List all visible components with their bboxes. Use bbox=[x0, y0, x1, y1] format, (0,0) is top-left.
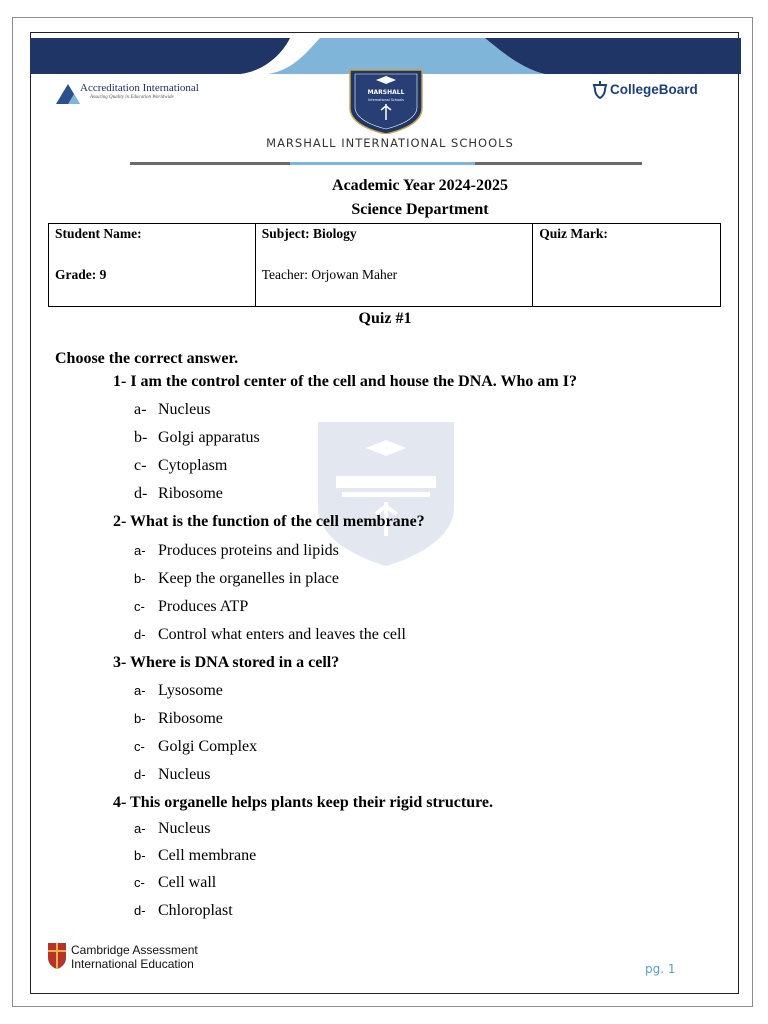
option-text: Nucleus bbox=[158, 766, 211, 783]
option-text: Produces ATP bbox=[158, 598, 249, 615]
option-text: Cell wall bbox=[158, 874, 217, 891]
crest-text-international: International Schools bbox=[368, 98, 404, 102]
question-2-option-c bbox=[134, 598, 248, 616]
accreditation-tagline: Assuring Quality in Education Worldwide bbox=[90, 95, 174, 100]
option-letter: b- bbox=[134, 848, 146, 863]
page-number: pg. 1 bbox=[645, 962, 676, 976]
collegeboard-acorn-icon bbox=[592, 81, 608, 99]
question-3-option-c bbox=[134, 738, 257, 756]
subject-info-cell bbox=[255, 224, 533, 307]
option-letter: c- bbox=[134, 875, 145, 890]
cambridge-line-2: International Education bbox=[71, 957, 194, 971]
option-text: Nucleus bbox=[158, 401, 211, 418]
cambridge-shield-icon bbox=[47, 942, 67, 970]
option-text: Control what enters and leaves the cell bbox=[158, 626, 406, 643]
question-2-option-a bbox=[134, 542, 339, 560]
option-text: Cell membrane bbox=[158, 847, 257, 864]
option-text: Lysosome bbox=[158, 682, 223, 699]
option-letter: c- bbox=[134, 599, 145, 614]
question-2-option-d bbox=[134, 626, 406, 644]
option-letter: d- bbox=[134, 485, 148, 502]
question-1-option-b bbox=[134, 429, 260, 447]
question-2-option-b bbox=[134, 570, 339, 588]
crest-text-marshall: MARSHALL bbox=[367, 89, 405, 96]
option-letter: b- bbox=[134, 711, 146, 726]
cambridge-text bbox=[71, 943, 198, 971]
option-text: Chloroplast bbox=[158, 902, 233, 919]
question-4-option-d bbox=[134, 902, 233, 920]
grade-label: Grade: 9 bbox=[55, 267, 107, 282]
question-3-option-b bbox=[134, 710, 223, 728]
option-letter: a- bbox=[134, 401, 147, 418]
option-text: Cytoplasm bbox=[158, 457, 228, 474]
subject-label: Subject: Biology bbox=[261, 226, 357, 241]
question-3: 3- Where is DNA stored in a cell? bbox=[113, 654, 340, 671]
question-1-option-d bbox=[134, 485, 223, 503]
option-letter: a- bbox=[134, 683, 146, 698]
collegeboard-name: CollegeBoard bbox=[610, 82, 698, 97]
student-info-table bbox=[48, 223, 721, 307]
quiz-mark-label: Quiz Mark: bbox=[539, 226, 608, 241]
option-text: Golgi apparatus bbox=[158, 429, 260, 446]
option-text: Golgi Complex bbox=[158, 738, 258, 755]
question-4-option-a bbox=[134, 820, 210, 838]
collegeboard-logo bbox=[592, 80, 722, 102]
option-letter: a- bbox=[134, 543, 146, 558]
question-3-option-d bbox=[134, 766, 210, 784]
academic-year-title: Academic Year 2024-2025 bbox=[332, 177, 508, 194]
department-title: Science Department bbox=[351, 201, 489, 218]
quiz-title: Quiz #1 bbox=[358, 310, 412, 327]
option-letter: a- bbox=[134, 821, 146, 836]
quiz-mark-cell bbox=[533, 224, 721, 307]
option-letter: d- bbox=[134, 903, 146, 918]
marshall-crest-logo bbox=[346, 68, 426, 134]
cambridge-line-1: Cambridge Assessment bbox=[71, 943, 198, 957]
question-3-option-a bbox=[134, 682, 223, 700]
question-1-option-a bbox=[134, 401, 210, 419]
question-2: 2- What is the function of the cell membrane? bbox=[113, 513, 425, 530]
option-letter: d- bbox=[134, 767, 146, 782]
quiz-instruction: Choose the correct answer. bbox=[55, 350, 239, 367]
student-info-cell bbox=[49, 224, 256, 307]
accreditation-international-logo bbox=[54, 80, 224, 108]
cambridge-logo bbox=[47, 942, 207, 974]
option-text: Ribosome bbox=[158, 710, 223, 727]
student-name-label: Student Name: bbox=[55, 226, 142, 241]
option-letter: c- bbox=[134, 457, 147, 474]
question-4-option-c bbox=[134, 874, 216, 892]
question-1-option-c bbox=[134, 457, 227, 475]
school-name: MARSHALL INTERNATIONAL SCHOOLS bbox=[266, 136, 514, 150]
option-text: Nucleus bbox=[158, 820, 211, 837]
option-letter: d- bbox=[134, 627, 146, 642]
option-letter: b- bbox=[134, 571, 146, 586]
option-letter: c- bbox=[134, 739, 145, 754]
question-4-option-b bbox=[134, 847, 256, 865]
teacher-label: Teacher: Orjowan Maher bbox=[261, 267, 398, 282]
accreditation-name: Accreditation International bbox=[80, 82, 199, 94]
question-1: 1- I am the control center of the cell and house the DNA. Who am I? bbox=[113, 373, 577, 390]
option-text: Ribosome bbox=[158, 485, 223, 502]
option-letter: b- bbox=[134, 429, 148, 446]
option-text: Produces proteins and lipids bbox=[158, 542, 339, 559]
option-text: Keep the organelles in place bbox=[158, 570, 339, 587]
header-divider-accent bbox=[290, 162, 475, 165]
question-4: 4- This organelle helps plants keep their rigid structure. bbox=[113, 794, 494, 811]
